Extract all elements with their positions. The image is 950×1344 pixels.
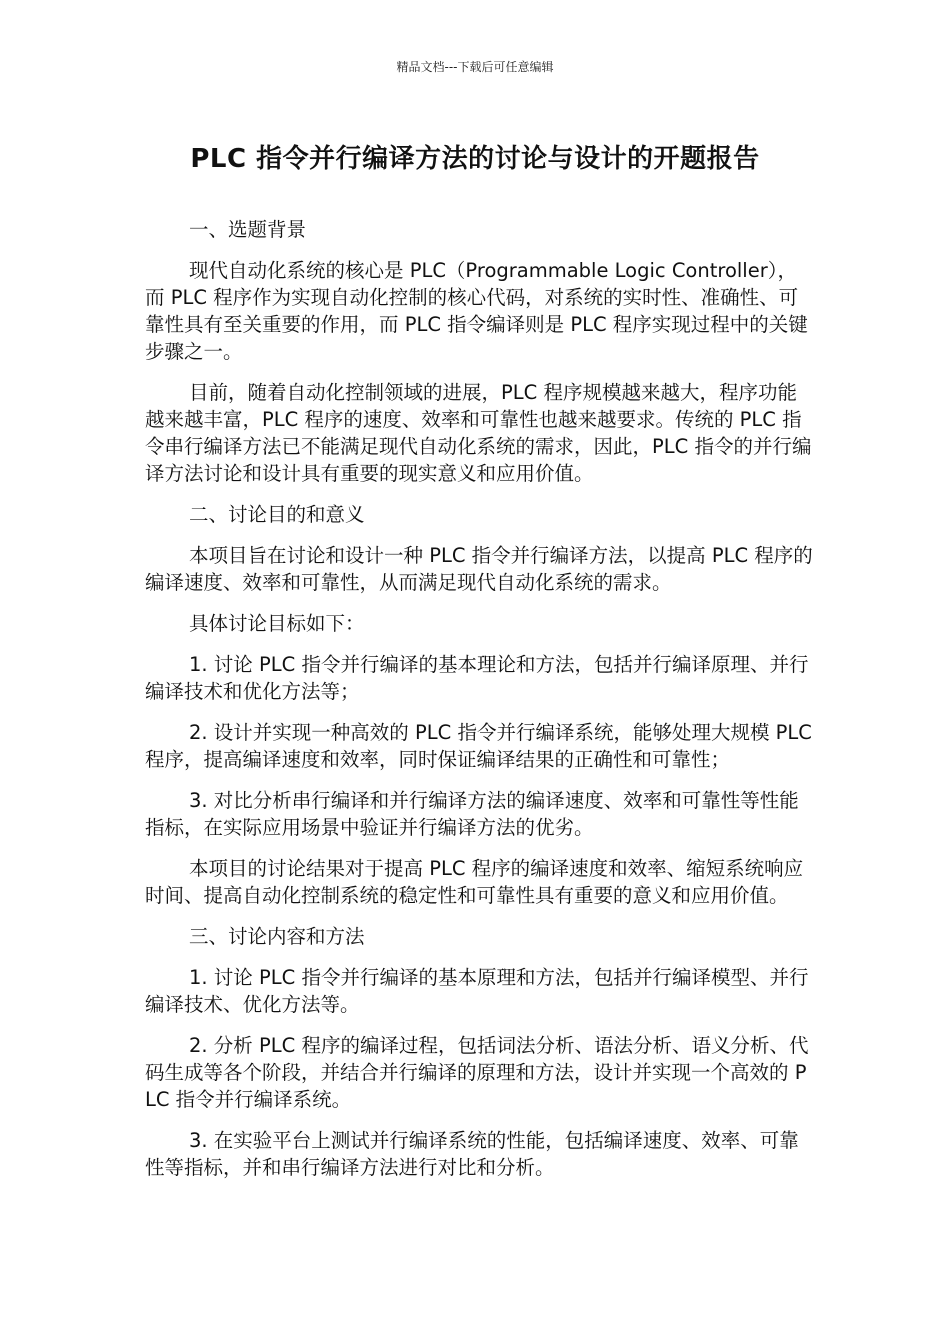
list-item: 2. 设计并实现一种高效的 PLC 指令并行编译系统，能够处理大规模 PLC 程序，提高编译速度和效率，同时保证编译结果的正确性和可靠性； — [145, 721, 812, 771]
list-item: 1. 讨论 PLC 指令并行编译的基本理论和方法，包括并行编译原理、并行编译技术和优化方法等； — [145, 653, 809, 703]
section-heading-purpose: 二、讨论目的和意义 — [189, 503, 365, 526]
document-body — [145, 216, 813, 1195]
header-note: 精品文档---下载后可任意编辑 — [396, 60, 554, 74]
paragraph: 具体讨论目标如下： — [189, 612, 365, 635]
list-item: 3. 对比分析串行编译和并行编译方法的编译速度、效率和可靠性等性能指标，在实际应用场景中验证并行编译方法的优劣。 — [145, 789, 799, 839]
paragraph: 现代自动化系统的核心是 PLC（Programmable Logic Controller），而 PLC 程序作为实现自动化控制的核心代码，对系统的实时性、准确性、可靠性具有至关重要的作用，而 PLC 指令编译则是 PLC 程序实现过程中的关键步骤之一。 — [145, 259, 808, 363]
paragraph: 本项目的讨论结果对于提高 PLC 程序的编译速度和效率、缩短系统响应时间、提高自动化控制系统的稳定性和可靠性具有重要的意义和应用价值。 — [145, 857, 804, 907]
document-title: PLC 指令并行编译方法的讨论与设计的开题报告 — [190, 144, 760, 174]
section-heading-content-methods: 三、讨论内容和方法 — [189, 925, 365, 948]
list-item: 3. 在实验平台上测试并行编译系统的性能，包括编译速度、效率、可靠性等指标，并和串行编译方法进行对比和分析。 — [145, 1129, 799, 1179]
list-item: 2. 分析 PLC 程序的编译过程，包括词法分析、语法分析、语义分析、代码生成等各个阶段，并结合并行编译的原理和方法，设计并实现一个高效的 PLC 指令并行编译系统。 — [145, 1034, 809, 1111]
section-heading-background: 一、选题背景 — [189, 218, 307, 241]
paragraph: 目前，随着自动化控制领域的进展，PLC 程序规模越来越大，程序功能越来越丰富，PLC 程序的速度、效率和可靠性也越来越要求。传统的 PLC 指令串行编译方法已不能满足现代自动化系统的需求，因此，PLC 指令的并行编译方法讨论和设计具有重要的现实意义和应用价值。 — [145, 381, 812, 485]
list-item: 1. 讨论 PLC 指令并行编译的基本原理和方法，包括并行编译模型、并行编译技术、优化方法等。 — [145, 966, 809, 1016]
paragraph: 本项目旨在讨论和设计一种 PLC 指令并行编译方法，以提高 PLC 程序的编译速度、效率和可靠性，从而满足现代自动化系统的需求。 — [145, 544, 813, 594]
